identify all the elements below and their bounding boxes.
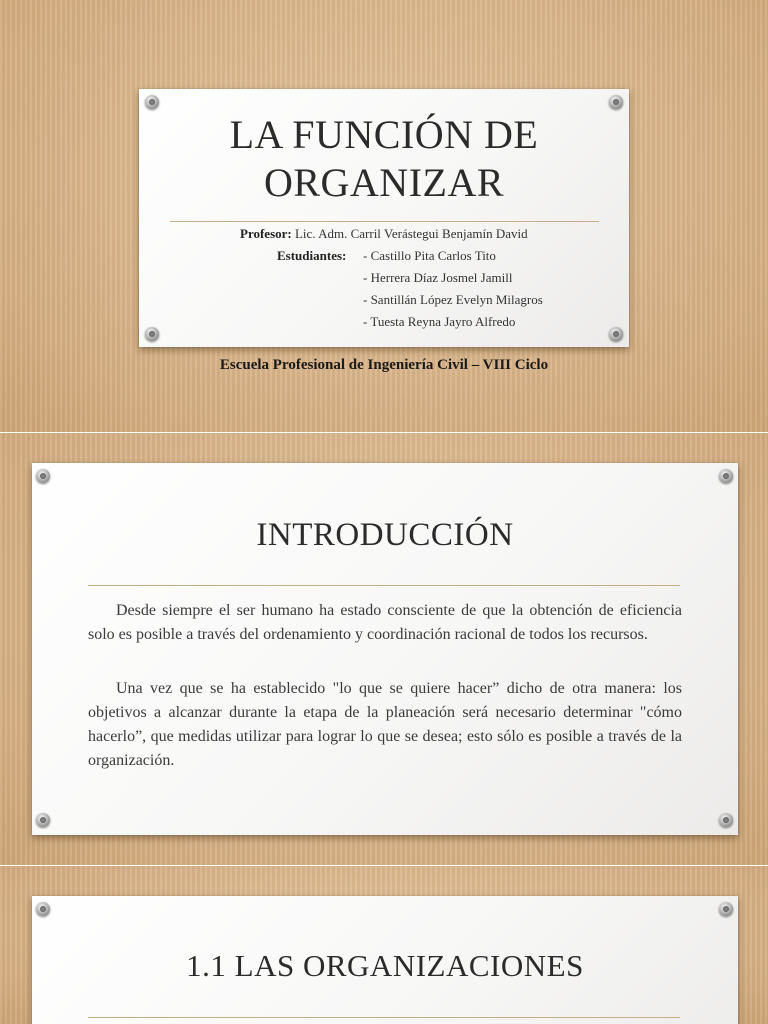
title-card <box>139 89 629 347</box>
screw-icon <box>609 95 623 109</box>
screw-icon <box>36 813 50 827</box>
section-heading: INTRODUCCIÓN <box>256 517 514 553</box>
screw-icon <box>719 902 733 916</box>
intro-paragraph: Una vez que se ha establecido "lo que se quiere hacer” dicho de otra manera: los objetivos a alcanzar durante la etapa de la planeación será necesario determinar "cómo hacerlo”, que medidas utilizar para lograr lo que se desea; esto sólo es posible a través de la organización. <box>88 680 682 769</box>
screw-icon <box>719 469 733 483</box>
title-line-1: LA FUNCIÓN DE <box>229 112 539 157</box>
intro-paragraph: Desde siempre el ser humano ha estado consciente de que la obtención de eficiencia solo es posible a través del ordenamiento y coordinación racional de todos los recursos. <box>88 602 682 643</box>
screw-icon <box>145 327 159 341</box>
slide-title <box>0 0 768 432</box>
section-heading: 1.1 LAS ORGANIZACIONES <box>186 948 584 983</box>
student-name: - Castillo Pita Carlos Tito <box>363 248 496 263</box>
screw-icon <box>36 469 50 483</box>
heading-divider <box>88 1017 680 1018</box>
content-card <box>32 896 738 1024</box>
presentation-title <box>139 111 629 207</box>
profesor-name: Lic. Adm. Carril Verástegui Benjamín David <box>294 226 528 241</box>
title-divider <box>170 221 599 222</box>
student-name: - Herrera Díaz Josmel Jamill <box>363 270 513 285</box>
slide-introduccion <box>0 433 768 865</box>
content-card <box>32 463 738 835</box>
title-line-2: ORGANIZAR <box>263 160 505 205</box>
heading-divider <box>88 585 680 586</box>
profesor-line <box>240 226 528 242</box>
profesor-label: Profesor: <box>240 226 292 241</box>
screw-icon <box>609 327 623 341</box>
school-subtitle: Escuela Profesional de Ingeniería Civil – VIII Ciclo <box>219 357 549 373</box>
screw-icon <box>145 95 159 109</box>
screw-icon <box>719 813 733 827</box>
screw-icon <box>36 902 50 916</box>
slide-organizaciones <box>0 866 768 1024</box>
estudiantes-label: Estudiantes: <box>277 248 347 263</box>
student-name: - Santillán López Evelyn Milagros <box>363 292 543 307</box>
student-name: - Tuesta Reyna Jayro Alfredo <box>363 314 516 329</box>
